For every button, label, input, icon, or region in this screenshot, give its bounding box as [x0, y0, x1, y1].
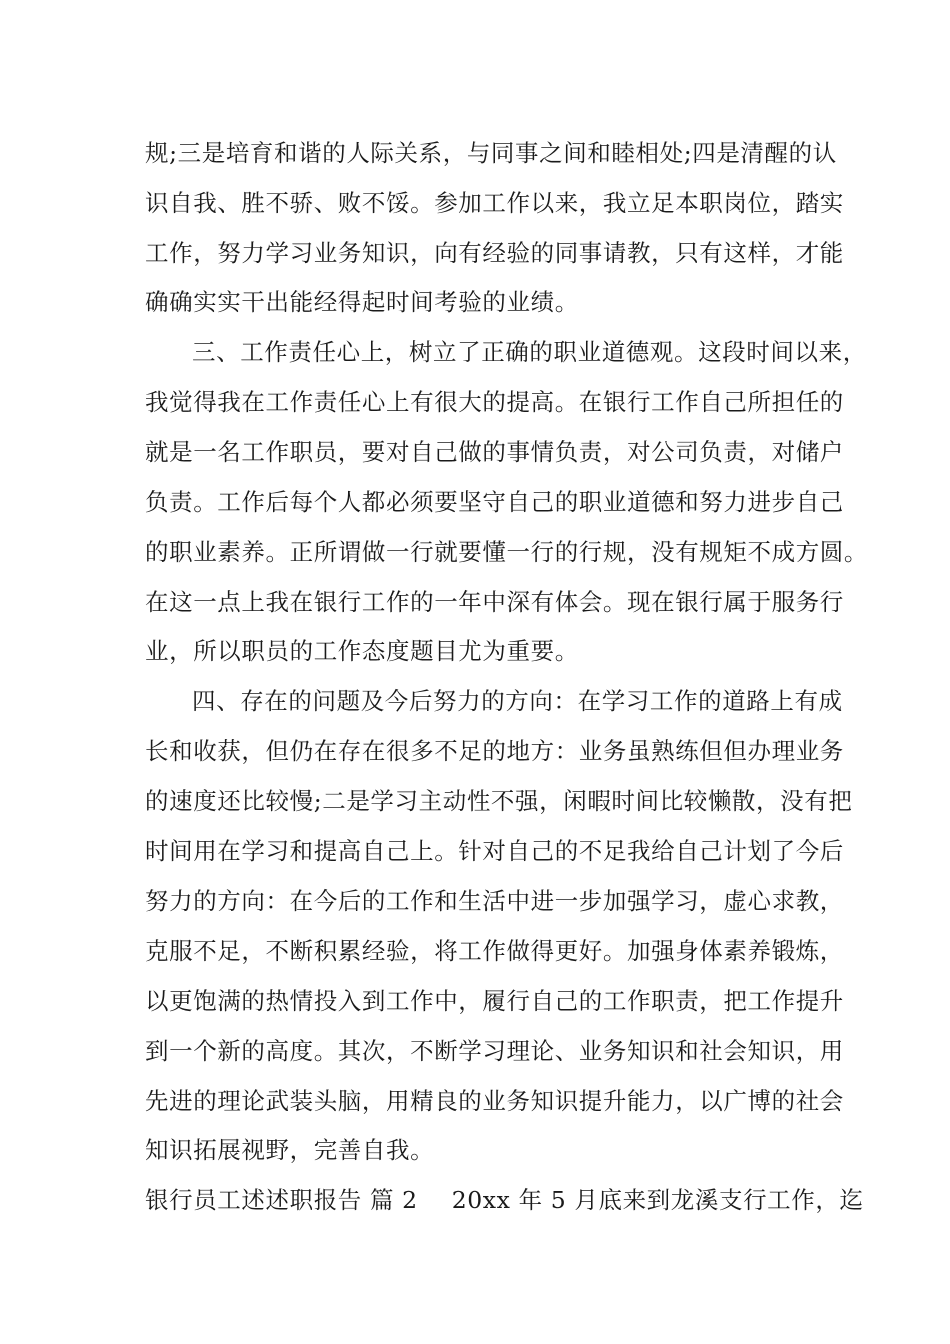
text-line: 努力的方向：在今后的工作和生活中进一步加强学习，虚心求教，	[145, 887, 844, 915]
text-line: 规;三是培育和谐的人际关系，与同事之间和睦相处;四是清醒的认	[145, 139, 837, 167]
text-line: 在这一点上我在银行工作的一年中深有体会。现在银行属于服务行	[145, 588, 844, 616]
text-line: 知识拓展视野，完善自我。	[145, 1136, 435, 1164]
text-line: 先进的理论武装头脑，用精良的业务知识提升能力，以广博的社会	[145, 1087, 844, 1115]
text-line: 以更饱满的热情投入到工作中，履行自己的工作职责，把工作提升	[145, 987, 844, 1015]
text-line: 业，所以职员的工作态度题目尤为重要。	[145, 637, 579, 665]
text-line: 确确实实干出能经得起时间考验的业绩。	[145, 288, 579, 316]
text-line: 识自我、胜不骄、败不馁。参加工作以来，我立足本职岗位，踏实	[145, 189, 844, 217]
text-line: 到一个新的高度。其次，不断学习理论、业务知识和社会知识，用	[145, 1037, 844, 1065]
report-heading: 银行员工述述职报告 篇 2	[145, 1186, 418, 1214]
text-line: 长和收获，但仍在存在很多不足的地方：业务虽熟练但但办理业务	[145, 737, 844, 765]
report-heading-line	[145, 1185, 864, 1215]
text-line: 时间用在学习和提高自己上。针对自己的不足我给自己计划了今后	[145, 837, 844, 865]
text-line: 克服不足，不断积累经验，将工作做得更好。加强身体素养锻炼，	[145, 937, 844, 965]
text-line: 的职业素养。正所谓做一行就要懂一行的行规，没有规矩不成方圆。	[145, 538, 868, 566]
section-heading-line: 四、存在的问题及今后努力的方向：在学习工作的道路上有成	[192, 687, 843, 715]
text-line: 的速度还比较慢;二是学习主动性不强，闲暇时间比较懒散，没有把	[145, 787, 853, 815]
text-line: 工作，努力学习业务知识，向有经验的同事请教，只有这样，才能	[145, 239, 844, 267]
text-line: 就是一名工作职员，要对自己做的事情负责，对公司负责，对储户	[145, 438, 844, 466]
section-heading-line: 三、工作责任心上，树立了正确的职业道德观。这段时间以来，	[192, 338, 867, 366]
report-intro-text: 20xx 年 5 月底来到龙溪支行工作，迄	[451, 1186, 864, 1214]
text-line: 我觉得我在工作责任心上有很大的提高。在银行工作自己所担任的	[145, 388, 844, 416]
text-line: 负责。工作后每个人都必须要坚守自己的职业道德和努力进步自己	[145, 488, 844, 516]
